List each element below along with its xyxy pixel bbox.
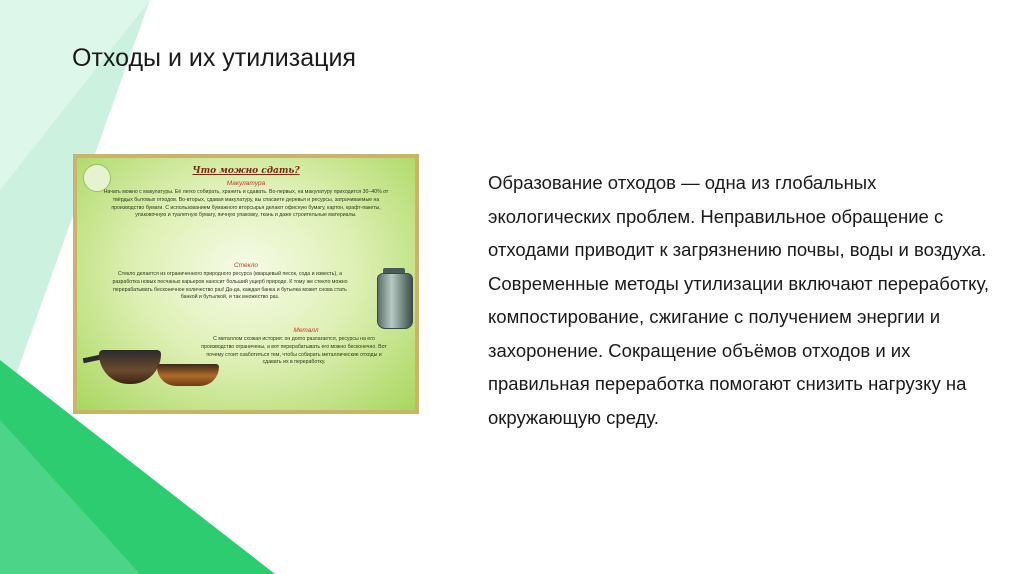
recycling-poster-image	[73, 154, 419, 414]
cast-iron-pan-icon	[99, 350, 161, 384]
poster-section-title-metal: Металл	[293, 327, 319, 334]
poster-section-text-glass: Стекло делается из ограниченного природного ресурса (кварцевый песок, сода и известь), а разработка новых песчаных карьеров наносит больший ущерб природе. К тому же стекло можно перерабатывать бесконечное количество раз! Да-да, каждая банка и бутылка может снова стать банкой и бутылкой, и так множество раз.	[112, 271, 348, 301]
poster-heading: Что можно сдать?	[192, 166, 300, 176]
slide-body-text: Образование отходов — одна из глобальных экологических проблем. Неправильное обращение с отходами приводит к загрязнению почвы, воды и воздуха. Современные методы утилизации включают переработку, компостирование, сжигание с получением энергии и захоронение. Сокращение объёмов отходов и их правильная переработка помогают снизить нагрузку на окружающую среду.	[488, 172, 990, 428]
glass-jar-icon	[377, 273, 413, 329]
poster-section-text-paper: Начать можно с макулатуры. Её легко собирать, хранить и сдавать. Во-первых, на макулатуру приходится 30–40% от твёрдых бытовых отходов. Во-вторых, сдавая макулатуру, вы спасаете деревья и ресурсы, затрачиваемые на производство бумаги. С использованием бумажного вторсырья делают офисную бумагу, картон, крафт-пакеты, упаковочную и туалетную бумагу, яичную упаковку, ткань и даже строительные материалы.	[103, 189, 389, 219]
poster-section-title-paper: Макулатура	[226, 180, 266, 187]
slide-title: Отходы и их утилизация	[72, 44, 356, 72]
poster-section-text-metal: С металлом схожая история: он долго разлагается, ресурсы на его производство ограничены, а вот перерабатывать его можно бесконечно. Вот почему стоит озаботиться тем, чтобы собирать металлические отходы и сдавать их в переработку.	[201, 336, 387, 366]
copper-pan-icon	[157, 364, 219, 386]
poster-section-title-glass: Стекло	[233, 262, 259, 269]
